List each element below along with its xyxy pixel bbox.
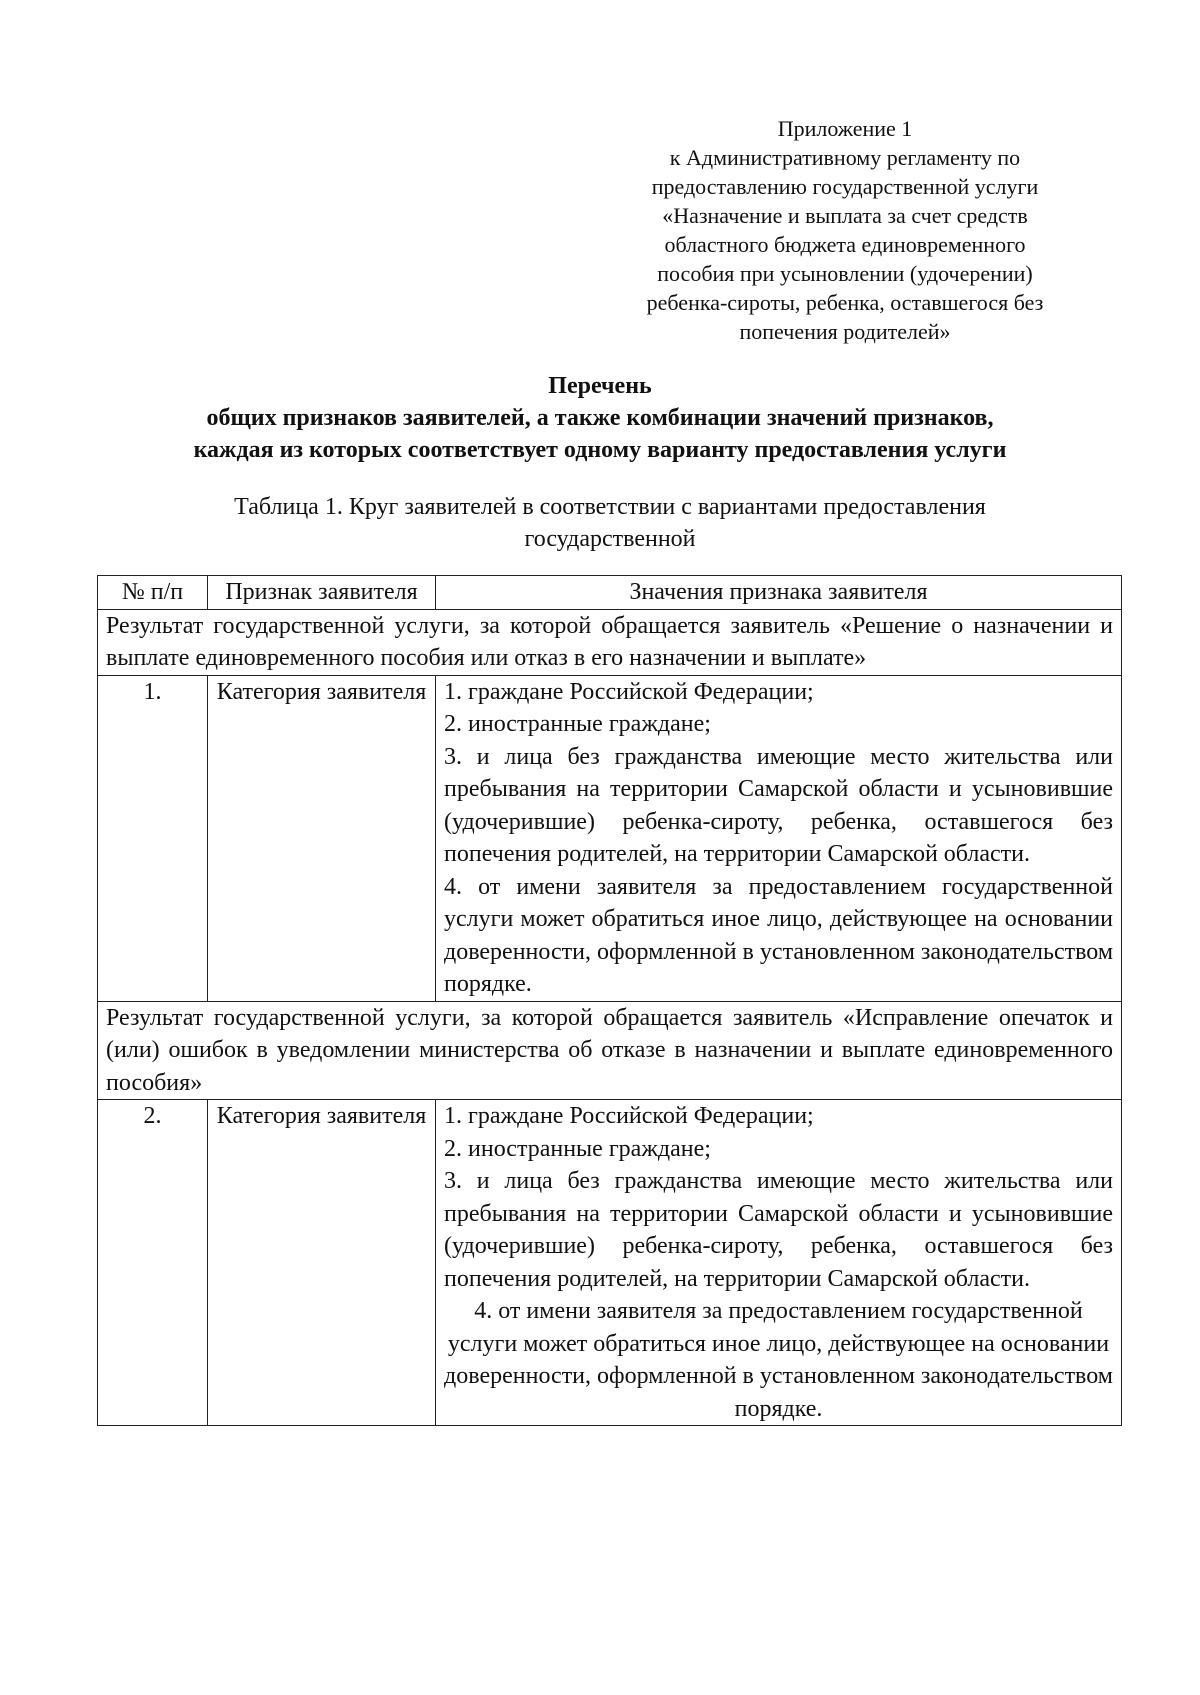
appendix-line: «Назначение и выплата за счет средств xyxy=(662,203,1028,228)
appendix-line: попечения родителей» xyxy=(739,319,951,344)
header-sign: Признак заявителя xyxy=(208,576,436,610)
appendix-line: Приложение 1 xyxy=(777,116,913,141)
value-item: 2. иностранные граждане; xyxy=(444,1135,711,1162)
row-sign: Категория заявителя xyxy=(208,1100,436,1426)
header-value: Значения признака заявителя xyxy=(436,576,1122,610)
appendix-line: ребенка-сироты, ребенка, оставшегося без xyxy=(646,290,1044,315)
appendix-block xyxy=(610,114,1080,346)
caption-line: государственной xyxy=(524,526,696,552)
section-result-text: Результат государственной услуги, за которой обращается заявитель «Исправление опечаток и (или) ошибок в уведомлении министерства об отказе в назначении и выплате единовременного пособия» xyxy=(98,1001,1122,1100)
value-item: 3. и лица без гражданства имеющие место жительства или пребывания на территории Самарской области и усыновившие (удочерившие) ребенка-сироту, ребенка, оставшегося без попечения родителей, на территории Самарской области. xyxy=(444,1168,1113,1292)
caption-line: Таблица 1. Круг заявителей в соответствии с вариантами предоставления xyxy=(234,494,986,520)
row-num: 2. xyxy=(98,1100,208,1426)
value-item: 3. и лица без гражданства имеющие место жительства или пребывания на территории Самарской области и усыновившие (удочерившие) ребенка-сироту, ребенка, оставшегося без попечения родителей, на территории Самарской области. xyxy=(444,743,1113,867)
appendix-line: предоставлению государственной услуги xyxy=(651,174,1039,199)
value-item: 4. от имени заявителя за предоставлением государственной услуги может обратиться иное лицо, действующее на основании доверенности, оформленной в установленном законодательством порядке. xyxy=(444,873,1113,997)
appendix-line: пособия при усыновлении (удочерении) xyxy=(657,261,1033,286)
table-caption xyxy=(90,491,1130,555)
title-line: общих признаков заявителей, а также комбинации значений признаков, xyxy=(206,405,994,431)
section-result-row xyxy=(98,1001,1122,1100)
header-num: № п/п xyxy=(98,576,208,610)
table-header-row xyxy=(98,576,1122,610)
row-values xyxy=(436,675,1122,1001)
row-sign: Категория заявителя xyxy=(208,675,436,1001)
document-title xyxy=(80,370,1120,466)
appendix-line: областного бюджета единовременного xyxy=(664,232,1026,257)
row-values xyxy=(436,1100,1122,1426)
row-num: 1. xyxy=(98,675,208,1001)
value-item: 2. иностранные граждане; xyxy=(444,711,711,737)
section-result-text: Результат государственной услуги, за которой обращается заявитель «Решение о назначении и выплате единовременного пособия или отказ в его назначении и выплате» xyxy=(98,609,1122,675)
appendix-line: к Административному регламенту по xyxy=(669,145,1021,170)
value-item: 4. от имени заявителя за предоставлением государственной услуги может обратиться иное лицо, действующее на основании доверенности, оформленной в установленном законодательством порядке. xyxy=(444,1298,1113,1422)
table-row xyxy=(98,675,1122,1001)
applicants-table xyxy=(97,575,1122,1426)
title-line: каждая из которых соответствует одному варианту предоставления услуги xyxy=(193,437,1007,463)
table-row xyxy=(98,1100,1122,1426)
value-item: 1. граждане Российской Федерации; xyxy=(444,1103,814,1129)
section-result-row xyxy=(98,609,1122,675)
title-line: Перечень xyxy=(548,373,652,399)
value-item: 1. граждане Российской Федерации; xyxy=(444,678,814,705)
